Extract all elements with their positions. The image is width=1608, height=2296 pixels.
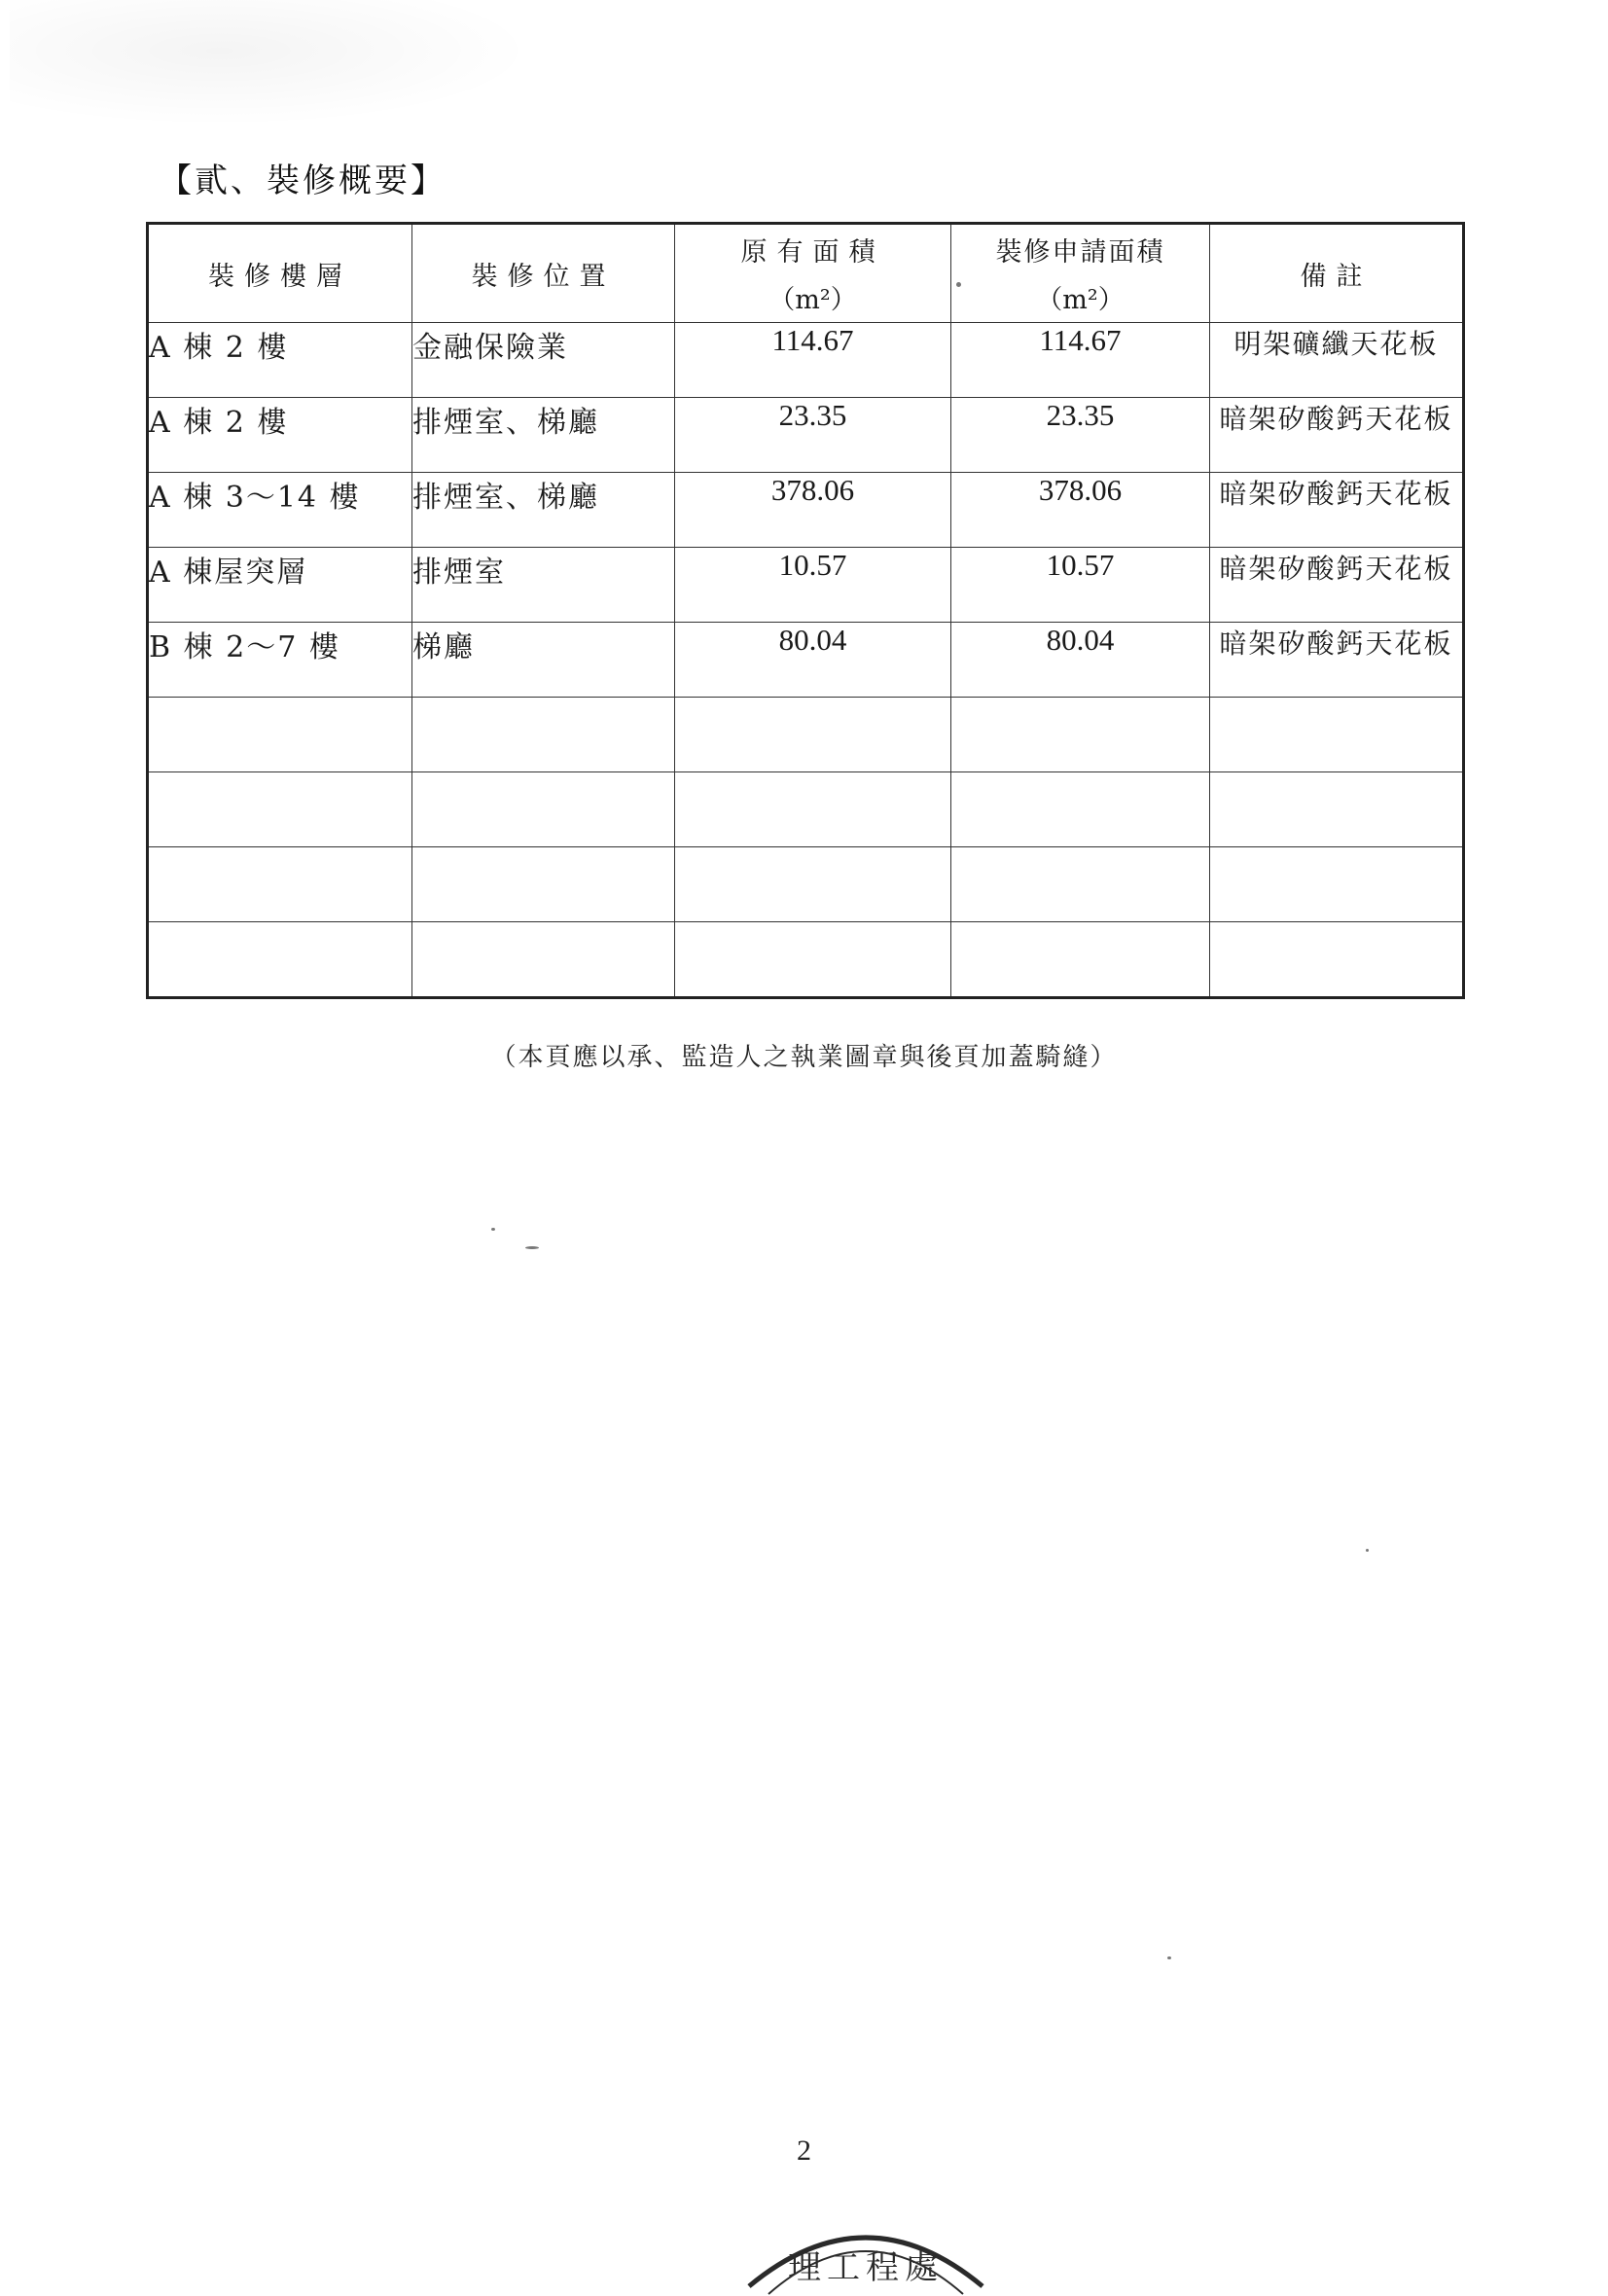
table-row — [148, 398, 1464, 473]
cell-location: 排煙室、梯廳 — [412, 398, 675, 473]
cell-floor — [148, 922, 412, 998]
cell-location: 梯廳 — [412, 623, 675, 698]
cell-remarks: 暗架矽酸鈣天花板 — [1210, 473, 1464, 548]
cell-remarks — [1210, 847, 1464, 922]
cell-floor — [148, 847, 412, 922]
cell-original-area: 114.67 — [675, 323, 951, 398]
cell-original-area — [675, 922, 951, 998]
cell-remarks — [1210, 922, 1464, 998]
official-seal-stamp — [739, 2208, 992, 2296]
cell-applied-area — [951, 698, 1210, 772]
cell-floor: A 棟屋突層 — [148, 548, 412, 623]
cell-remarks: 暗架矽酸鈣天花板 — [1210, 398, 1464, 473]
table-row — [148, 623, 1464, 698]
cell-original-area: 378.06 — [675, 473, 951, 548]
header-original-area-label: 原有面積 — [740, 237, 885, 268]
scan-speck — [525, 1246, 539, 1249]
seal-instruction-note: （本頁應以承、監造人之執業圖章與後頁加蓋騎縫） — [490, 1043, 1118, 1072]
cell-floor — [148, 698, 412, 772]
cell-applied-area: 23.35 — [951, 398, 1210, 473]
cell-applied-area — [951, 772, 1210, 847]
cell-location: 金融保險業 — [412, 323, 675, 398]
table-row-empty — [148, 922, 1464, 998]
renovation-summary-table — [146, 222, 1465, 999]
page-number: 2 — [797, 2135, 811, 2167]
cell-remarks — [1210, 772, 1464, 847]
cell-applied-area: 80.04 — [951, 623, 1210, 698]
cell-original-area: 23.35 — [675, 398, 951, 473]
cell-remarks: 暗架矽酸鈣天花板 — [1210, 548, 1464, 623]
seal-text: 理工程處 — [788, 2248, 944, 2287]
cell-applied-area: 10.57 — [951, 548, 1210, 623]
scan-speck — [491, 1228, 495, 1231]
cell-location — [412, 698, 675, 772]
table-row-empty — [148, 698, 1464, 772]
cell-original-area: 10.57 — [675, 548, 951, 623]
scan-speck — [1366, 1549, 1369, 1552]
header-applied-area — [951, 224, 1210, 323]
header-applied-area-unit: （m²） — [1036, 285, 1125, 315]
cell-floor — [148, 772, 412, 847]
cell-location: 排煙室、梯廳 — [412, 473, 675, 548]
scan-smudge — [10, 0, 535, 126]
cell-applied-area: 114.67 — [951, 323, 1210, 398]
scan-speck — [956, 282, 961, 287]
header-applied-area-label: 裝修申請面積 — [995, 237, 1165, 268]
cell-applied-area: 378.06 — [951, 473, 1210, 548]
cell-location: 排煙室 — [412, 548, 675, 623]
cell-floor: A 棟 2 樓 — [148, 398, 412, 473]
header-location: 裝修位置 — [412, 224, 675, 323]
table-row — [148, 473, 1464, 548]
cell-original-area — [675, 847, 951, 922]
cell-floor: A 棟 2 樓 — [148, 323, 412, 398]
cell-remarks — [1210, 698, 1464, 772]
cell-location — [412, 922, 675, 998]
cell-applied-area — [951, 922, 1210, 998]
table-header-row — [148, 224, 1464, 323]
cell-location — [412, 847, 675, 922]
table-row-empty — [148, 772, 1464, 847]
header-remarks: 備註 — [1210, 224, 1464, 323]
table-row — [148, 548, 1464, 623]
header-original-area-unit: （m²） — [768, 285, 857, 315]
table-row — [148, 323, 1464, 398]
cell-location — [412, 772, 675, 847]
header-floor: 裝修樓層 — [148, 224, 412, 323]
section-title: 【貳、裝修概要】 — [159, 161, 447, 200]
cell-remarks: 暗架矽酸鈣天花板 — [1210, 623, 1464, 698]
cell-floor: B 棟 2～7 樓 — [148, 623, 412, 698]
cell-floor: A 棟 3～14 樓 — [148, 473, 412, 548]
table-row-empty — [148, 847, 1464, 922]
scan-speck — [1167, 1956, 1171, 1959]
cell-original-area — [675, 698, 951, 772]
header-original-area — [675, 224, 951, 323]
cell-original-area: 80.04 — [675, 623, 951, 698]
cell-applied-area — [951, 847, 1210, 922]
cell-remarks: 明架礦纖天花板 — [1210, 323, 1464, 398]
cell-original-area — [675, 772, 951, 847]
